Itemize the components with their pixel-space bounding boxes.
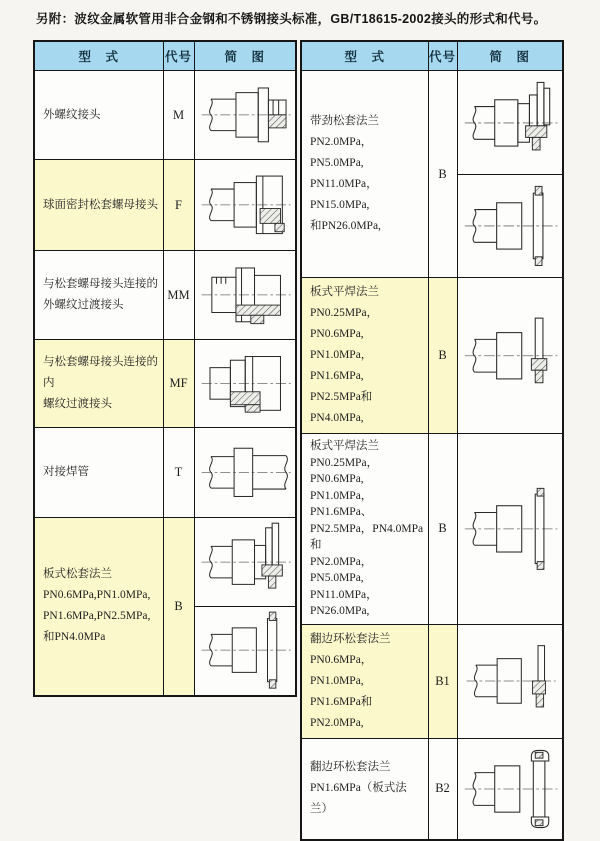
- fitting-code-cell: B: [428, 278, 457, 434]
- fitting-type-cell: 翻边环松套法兰 PN1.6MPa（板式法兰）: [301, 738, 428, 840]
- diagram-f-drawing: [197, 163, 293, 247]
- fitting-diagram: [458, 302, 563, 410]
- fitting-code-cell: B: [428, 71, 457, 278]
- table-row: [34, 71, 296, 160]
- table-row: [301, 738, 563, 840]
- table-row: [34, 340, 296, 428]
- fitting-type-cell: 球面密封松套螺母接头: [34, 160, 163, 251]
- fitting-diagram: [195, 429, 296, 517]
- fitting-type-cell: 与松套螺母接头连接的 外螺纹过渡接头: [34, 251, 163, 340]
- fitting-diagram: [458, 468, 563, 589]
- fitting-diagram: [195, 252, 296, 339]
- header-type: 型 式: [34, 41, 163, 71]
- fitting-code-cell: MF: [163, 340, 194, 428]
- diagram-mm-drawing: [197, 254, 293, 336]
- fitting-type-cell: 翻边环松套法兰 PN0.6MPa，PN1.0MPa, PN1.6MPa和PN2.0MPa,: [301, 624, 428, 738]
- table-row: [301, 624, 563, 738]
- header-type: 型 式: [301, 41, 428, 71]
- fitting-diagram: [458, 639, 563, 724]
- table-row: [301, 71, 563, 278]
- fittings-table-left: [33, 40, 297, 697]
- diagram-flangeNeck-drawing: [460, 75, 560, 171]
- diagram-flangeSym-drawing: [460, 178, 560, 274]
- fitting-diagram-cell: [194, 428, 296, 518]
- header-code: 代号: [428, 41, 457, 71]
- page-title: 另附：波纹金属软管用非合金钢和不锈钢接头标准，GB/T18615-2002接头的形式和代号。: [36, 12, 547, 26]
- diagram-flangeUp-drawing: [197, 521, 293, 603]
- fitting-diagram-cell: [457, 624, 563, 738]
- fitting-diagram: [195, 606, 296, 695]
- header-diagram: 简 图: [457, 41, 563, 71]
- table-row: [301, 434, 563, 625]
- fitting-diagram-cell: [194, 71, 296, 160]
- fitting-diagram-cell: [457, 434, 563, 625]
- fitting-diagram-cell: [194, 160, 296, 251]
- fitting-type-cell: 与松套螺母接头连接的内 螺纹过渡接头: [34, 340, 163, 428]
- table-row: [34, 428, 296, 518]
- fitting-code-cell: B2: [428, 738, 457, 840]
- fitting-code-cell: MM: [163, 251, 194, 340]
- diagram-weldFlangeSym-drawing: [460, 472, 560, 586]
- diagram-b2-drawing: [460, 742, 560, 836]
- fitting-diagram: [195, 72, 296, 159]
- fitting-diagram-cell: [194, 251, 296, 340]
- fitting-code-cell: T: [163, 428, 194, 518]
- fitting-diagram-cell: [457, 738, 563, 840]
- table-row: [34, 518, 296, 696]
- fittings-table-right: [300, 40, 564, 841]
- fitting-type-cell: 带劲松套法兰 PN2.0MPa，PN5.0MPa, PN11.0MPa，PN15.0MPa, 和PN26.0MPa,: [301, 71, 428, 278]
- table-row: [301, 278, 563, 434]
- header-code: 代号: [163, 41, 194, 71]
- diagram-mf-drawing: [197, 343, 293, 424]
- fitting-type-cell: 外螺纹接头: [34, 71, 163, 160]
- fitting-code-cell: B: [428, 434, 457, 625]
- fitting-type-cell: 对接焊管: [34, 428, 163, 518]
- table-row: [34, 160, 296, 251]
- fitting-diagram-cell: [194, 340, 296, 428]
- table-row: [34, 251, 296, 340]
- fitting-type-cell: 板式平焊法兰 PN0.25MPa，PN0.6MPa, PN1.0MPa，PN1.6MPa, PN2.5MPa和PN4.0MPa,: [301, 278, 428, 434]
- fitting-diagram-cell: [457, 278, 563, 434]
- fitting-code-cell: F: [163, 160, 194, 251]
- fitting-diagram-cell: [457, 71, 563, 278]
- header-row: [34, 41, 296, 71]
- diagram-t-drawing: [197, 431, 293, 514]
- fitting-code-cell: B: [163, 518, 194, 696]
- fitting-diagram: [195, 161, 296, 250]
- diagram-b1-drawing: [460, 641, 560, 721]
- fitting-diagram: [458, 739, 563, 839]
- diagram-weldFlange-drawing: [460, 305, 560, 407]
- fitting-diagram-cell: [194, 518, 296, 696]
- fitting-type-cell: 板式平焊法兰 PN0.25MPa，PN0.6MPa, PN1.0MPa，PN1.6MPa、 PN2.5MPa，PN4.0MPa和 PN2.0MPa，PN5.0MPa, PN11.0MPa，PN26.0MPa,: [301, 434, 428, 625]
- header-row: [301, 41, 563, 71]
- header-diagram: 简 图: [194, 41, 296, 71]
- diagram-m-drawing: [197, 74, 293, 156]
- fitting-diagram: [195, 518, 296, 606]
- fitting-diagram: [195, 341, 296, 427]
- fitting-type-cell: 板式松套法兰 PN0.6MPa,PN1.0MPa, PN1.6MPa,PN2.5MPa, 和PN4.0MPa: [34, 518, 163, 696]
- fitting-code-cell: B1: [428, 624, 457, 738]
- fitting-code-cell: M: [163, 71, 194, 160]
- fitting-diagram: [458, 174, 563, 277]
- diagram-flangeSym-drawing: [197, 609, 293, 691]
- fitting-diagram: [458, 72, 563, 174]
